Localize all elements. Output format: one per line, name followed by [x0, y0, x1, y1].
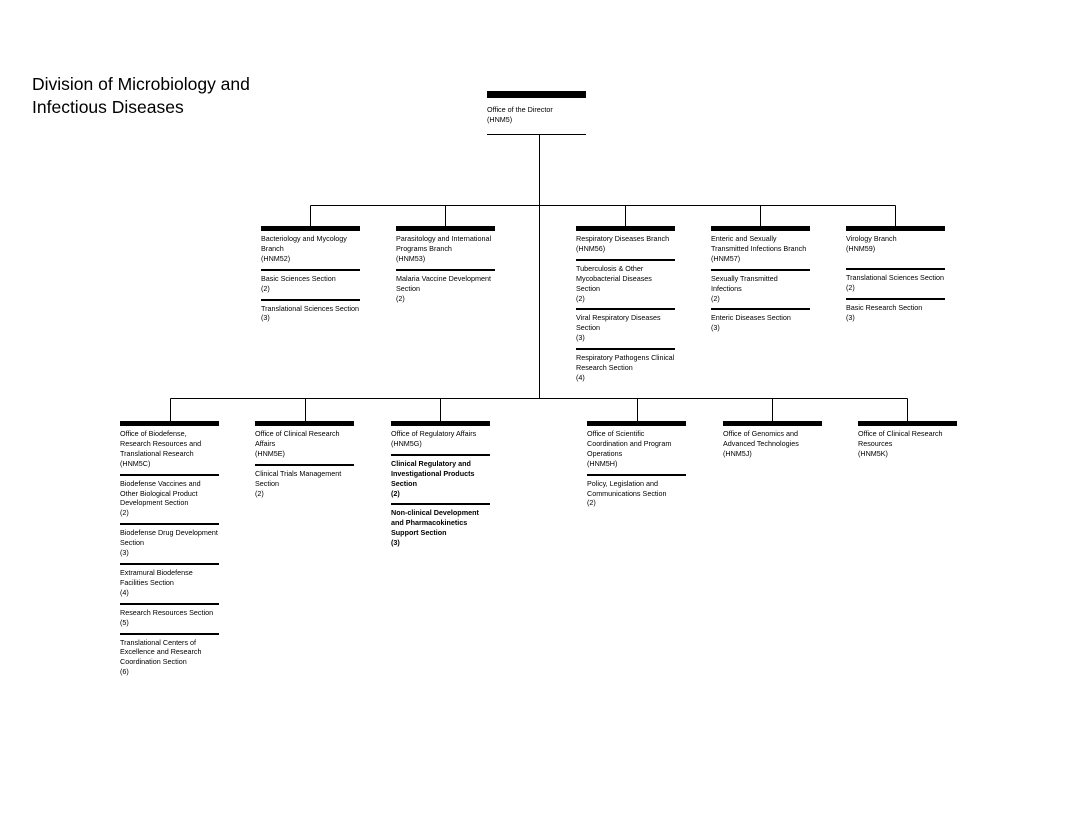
branch-parasitology [396, 226, 495, 305]
branch-code: (HNM56) [576, 243, 606, 253]
division-title [32, 73, 332, 119]
office-code: (HNM5E) [255, 448, 285, 458]
section-non-clinical-development [391, 505, 490, 550]
section-name: Translational Sciences Section [846, 272, 945, 282]
section-name: Biodefense Vaccines and Other Biological Product Development Section [120, 478, 201, 508]
office-code: (HNM5J) [723, 448, 752, 458]
section-name: Clinical Trials Management Section [255, 468, 342, 488]
office-scientific-coordination [587, 421, 686, 510]
section-name: Enteric Diseases Section [711, 313, 791, 323]
section-name: Tuberculosis & Other Mycobacterial Diseases Section [576, 263, 652, 293]
section-name: Sexually Transmitted Infections [711, 273, 778, 293]
section-code: (3) [261, 313, 270, 323]
section-respiratory-pathogens [576, 350, 675, 385]
section-viral-respiratory [576, 310, 675, 345]
section-code: (2) [120, 508, 129, 518]
branch-virology [846, 226, 945, 324]
office-clinical-research-affairs [255, 421, 354, 500]
section-code: (4) [120, 587, 129, 597]
section-name: Malaria Vaccine Development Section [396, 273, 491, 293]
director-bar [487, 91, 586, 98]
section-name: Respiratory Pathogens Clinical Research Section [576, 353, 675, 373]
director-box [487, 91, 586, 127]
branch-enteric-sti [711, 226, 810, 335]
branch-name: Respiratory Diseases Branch [576, 234, 670, 243]
section-name: Extramural Biodefense Facilities Section [120, 567, 193, 587]
director-name: Office of the Director [487, 105, 553, 114]
office-biodefense [120, 421, 219, 679]
section-name: Non-clinical Development and Pharmacokinetics Support Section [391, 508, 479, 538]
branch-respiratory-diseases [576, 226, 675, 385]
section-translational-sciences [261, 301, 360, 326]
section-code: (3) [391, 538, 400, 548]
branch-name: Bacteriology and Mycology Branch [261, 234, 347, 253]
section-research-resources [120, 605, 219, 630]
office-name: Office of Clinical Research Resources [858, 429, 943, 448]
section-code: (2) [711, 293, 720, 303]
office-name: Office of Scientific Coordination and Program Operations [587, 429, 672, 458]
section-biodefense-drug [120, 525, 219, 560]
section-code: (5) [120, 617, 129, 627]
office-genomics [723, 421, 822, 461]
branch-name: Parasitology and International Programs Branch [396, 234, 492, 253]
office-name: Office of Biodefense, Research Resources and Translational Research [120, 429, 202, 458]
section-code: (2) [587, 498, 596, 508]
section-clinical-trials-management [255, 466, 354, 501]
branch-code: (HNM57) [711, 253, 741, 263]
section-translational-centers [120, 635, 219, 680]
section-code: (2) [391, 488, 400, 498]
section-name: Basic Research Section [846, 302, 923, 312]
section-name: Basic Sciences Section [261, 273, 336, 283]
office-code: (HNM5K) [858, 448, 888, 458]
section-code: (2) [396, 293, 405, 303]
section-code: (4) [576, 372, 585, 382]
office-code: (HNM5G) [391, 438, 422, 448]
section-tuberculosis [576, 261, 675, 306]
section-name: Viral Respiratory Diseases Section [576, 313, 661, 333]
section-code: (3) [120, 548, 129, 558]
section-code: (3) [576, 333, 585, 343]
section-code: (2) [261, 283, 270, 293]
office-regulatory-affairs [391, 421, 490, 550]
section-code: (2) [576, 293, 585, 303]
section-name: Translational Centers of Excellence and Research Coordination Section [120, 637, 202, 667]
section-code: (2) [255, 488, 264, 498]
branch-code: (HNM52) [261, 253, 291, 263]
office-name: Office of Clinical Research Affairs [255, 429, 340, 448]
office-name: Office of Regulatory Affairs [391, 429, 477, 438]
section-name: Clinical Regulatory and Investigational Products Section [391, 458, 475, 488]
section-extramural-biodefense [120, 565, 219, 600]
director-code: (HNM5) [487, 114, 513, 124]
section-biodefense-vaccines [120, 476, 219, 521]
branch-code: (HNM59) [846, 243, 876, 253]
branch-bacteriology-mycology [261, 226, 360, 325]
branch-code: (HNM53) [396, 253, 426, 263]
office-code: (HNM5H) [587, 458, 618, 468]
division-title-line-2: Infectious Diseases [32, 97, 184, 117]
office-clinical-research-resources [858, 421, 957, 461]
section-policy-legislation [587, 476, 686, 511]
section-code: (3) [846, 312, 855, 322]
office-name: Office of Genomics and Advanced Technologies [723, 429, 799, 448]
section-name: Translational Sciences Section [261, 303, 360, 313]
office-code: (HNM5C) [120, 458, 151, 468]
section-code: (2) [846, 282, 855, 292]
section-code: (3) [711, 323, 720, 333]
section-malaria-vaccine [396, 271, 495, 306]
section-enteric-diseases [711, 310, 810, 335]
branch-name: Virology Branch [846, 234, 897, 243]
section-translational-sciences [846, 270, 945, 295]
section-basic-sciences [261, 271, 360, 296]
section-name: Biodefense Drug Development Section [120, 528, 218, 548]
section-sti [711, 271, 810, 306]
section-name: Policy, Legislation and Communications Section [587, 478, 667, 498]
section-name: Research Resources Section [120, 607, 214, 617]
section-code: (6) [120, 667, 129, 677]
section-clinical-regulatory [391, 456, 490, 501]
section-basic-research [846, 300, 945, 325]
division-title-line-1: Division of Microbiology and [32, 74, 250, 94]
branch-name: Enteric and Sexually Transmitted Infections Branch [711, 234, 807, 253]
